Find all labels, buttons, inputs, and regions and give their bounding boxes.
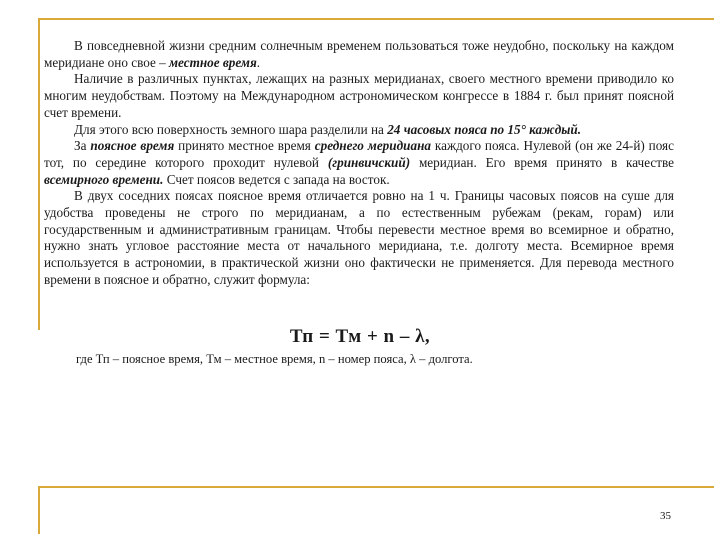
text-run: В двух соседних поясах поясное время отличается ровно на 1 ч. Границы часовых поясов на суше для удобства проведены не строго по меридианам, а по естественным рубежам (рекам, горам) или государственным и административным границам. Чтобы перевести местное время во всемирное и обратно, нужно знать угловое расстояние места от начального меридиана, т.е. долготу места. Всемирное время используется в астрономии, в практической жизни оно фактически не применяется. Для перевода местного времени в поясное и обратно, служит формула:	[44, 188, 674, 287]
slide-body-text	[44, 38, 674, 289]
paragraph	[44, 71, 674, 121]
text-run: каждого пояса. Нулевой (он же 24-й) пояс тот, по середине которого проходит нулевой	[44, 138, 674, 170]
text-run: Для этого всю поверхность земного шара разделили на	[74, 121, 388, 137]
emphasized-term: всемирного времени.	[44, 171, 164, 187]
paragraph	[44, 138, 674, 188]
formula: Тп = Тм + n – λ,	[289, 326, 431, 347]
text-run: Счет поясов ведется с запада на восток.	[163, 171, 390, 187]
text-run: принято местное время	[174, 138, 315, 154]
text-run: За	[74, 138, 91, 154]
text-run: Наличие в различных пунктах, лежащих на разных меридианах, своего местного времени приводило ко многим неудобствам. Поэтому на Международном астрономическом конгрессе в 1884 г. был принят поясной счет времени.	[44, 71, 674, 120]
paragraph	[44, 122, 674, 139]
paragraph	[44, 188, 674, 288]
paragraph	[44, 38, 674, 71]
emphasized-term: поясное время	[90, 138, 175, 154]
bottom-decorative-bracket	[38, 486, 714, 534]
emphasized-term: (гринвичский)	[327, 154, 411, 170]
text-run: .	[256, 54, 261, 70]
text-run: В повседневной жизни средним солнечным временем пользоваться тоже неудобно, поскольку на каждом меридиане оно свое –	[44, 38, 674, 70]
text-run: меридиан. Его время принято в качестве	[410, 154, 674, 170]
emphasized-term: среднего меридиана	[314, 138, 431, 154]
page-number: 35	[660, 510, 671, 522]
formula-legend: где Тп – поясное время, Тм – местное время, n – номер пояса, λ – долгота.	[76, 352, 473, 366]
emphasized-term: 24 часовых пояса по 15° каждый.	[387, 121, 582, 137]
emphasized-term: местное время	[169, 54, 257, 70]
